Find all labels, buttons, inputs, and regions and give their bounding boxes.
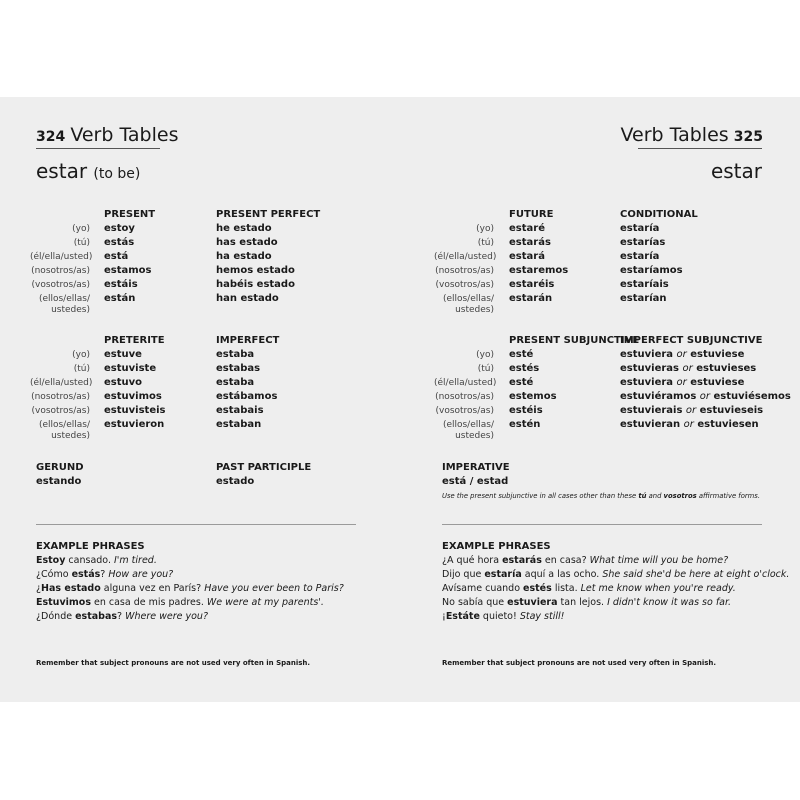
example-phrase	[442, 569, 789, 580]
col-header-present: PRESENT	[104, 209, 156, 220]
phrase-text: tan lejos.	[557, 597, 608, 608]
col-header-imperative: IMPERATIVE	[442, 462, 510, 473]
verb-form: estuvieras	[620, 363, 679, 374]
phrase-text: ¿Dónde	[36, 611, 76, 622]
phrase-text: aquí a las ocho.	[521, 569, 603, 580]
verb-form: estarías	[620, 237, 666, 248]
translation: She said she'd be here at eight o'clock.	[602, 569, 790, 580]
pronoun-label: (vosotros/as)	[435, 280, 494, 290]
right-page-title: Verb Tables	[620, 124, 729, 146]
left-verb-heading	[36, 159, 140, 183]
phrase-text: ¿Cómo	[36, 569, 72, 580]
pronoun-label: (ellos/ellas/ ustedes)	[442, 420, 494, 441]
translation: I didn't know it was so far.	[607, 597, 732, 608]
phrase-text: ?	[100, 569, 109, 580]
emphasis: tú	[638, 492, 647, 500]
verb-form: he estado	[216, 223, 272, 234]
pronoun-label: (tú)	[477, 238, 494, 248]
verb-form: estuve	[104, 349, 142, 360]
verb-form: están	[104, 293, 136, 304]
note-text: and	[646, 492, 664, 500]
translation: What time will you be home?	[589, 555, 729, 566]
pronoun-label: (yo)	[72, 224, 90, 234]
translation: I'm tired.	[113, 555, 157, 566]
highlighted-verb: estarás	[502, 555, 542, 566]
example-phrase	[36, 583, 344, 594]
phrase-text: Avísame cuando	[442, 583, 524, 594]
col-header-imperfect: IMPERFECT	[216, 335, 280, 346]
verb-form: estuviéramos	[620, 391, 697, 402]
verb-form: estamos	[104, 265, 152, 276]
pronoun-label: (vosotros/as)	[31, 406, 90, 416]
verb-form: estabais	[216, 405, 264, 416]
verb-form: has estado	[216, 237, 278, 248]
verb-form: estaréis	[509, 279, 555, 290]
verb-form: estaba	[216, 349, 255, 360]
highlighted-verb: estás	[71, 569, 101, 580]
pronoun-label: (yo)	[476, 350, 494, 360]
verb-form: estás	[104, 237, 135, 248]
pronoun-label: (ellos/ellas/ ustedes)	[442, 294, 494, 315]
verb-form-pair	[620, 349, 744, 360]
phrase-text: en casa?	[541, 555, 590, 566]
phrase-text: lista.	[551, 583, 581, 594]
col-header-gerund: GERUND	[36, 462, 84, 473]
verb-form: estaríais	[620, 279, 669, 290]
left-page-number: 324	[36, 129, 66, 145]
verb-form: habéis estado	[216, 279, 295, 290]
highlighted-verb: Estuvimos	[36, 597, 91, 608]
note-text: Use the present subjunctive in all cases other than these	[442, 492, 639, 500]
col-header-past-participle: PAST PARTICIPLE	[216, 462, 312, 473]
translation: Stay still!	[519, 611, 565, 622]
phrase-text: ¿	[36, 583, 42, 594]
right-example-title: EXAMPLE PHRASES	[442, 541, 551, 552]
pronoun-label: (nosotros/as)	[31, 392, 90, 402]
verb-form: estuviese	[690, 377, 745, 388]
pronoun-label: (yo)	[476, 224, 494, 234]
verb-form: estuviese	[690, 349, 745, 360]
verb-form: está	[104, 251, 129, 262]
highlighted-verb: Has estado	[41, 583, 101, 594]
or-word: or	[699, 391, 711, 402]
verb-form: estaría	[620, 223, 660, 234]
left-footer-note: Remember that subject pronouns are not used very often in Spanish.	[36, 659, 311, 667]
or-word: or	[683, 419, 694, 430]
gerund-form: estando	[36, 476, 82, 487]
translation: We were at my parents'.	[206, 597, 324, 608]
verb-form: estaremos	[509, 265, 569, 276]
left-verb: estar	[36, 159, 88, 183]
verb-form: estarían	[620, 293, 667, 304]
right-footer-note: Remember that subject pronouns are not used very often in Spanish.	[442, 659, 717, 667]
col-header-imperfect-subjunctive: IMPERFECT SUBJUNCTIVE	[620, 335, 763, 346]
left-example-title: EXAMPLE PHRASES	[36, 541, 145, 552]
verb-form: estoy	[104, 223, 135, 234]
phrase-text: ¡	[442, 611, 446, 622]
col-header-preterite: PRETERITE	[104, 335, 165, 346]
verb-form: estuviste	[104, 363, 157, 374]
left-section-divider	[36, 524, 356, 525]
left-header-rule	[36, 148, 160, 149]
right-verb: estar	[710, 159, 762, 183]
verb-form: estéis	[509, 405, 543, 416]
col-header-present-subjunctive: PRESENT SUBJUNCTIVE	[509, 335, 640, 346]
verb-form: estuvierais	[620, 405, 683, 416]
verb-form: estará	[509, 251, 545, 262]
translation: How are you?	[108, 569, 174, 580]
right-page-number: 325	[733, 129, 763, 145]
highlighted-verb: Estoy	[36, 555, 66, 566]
verb-form: estuvieran	[620, 419, 681, 430]
or-word: or	[682, 363, 693, 374]
highlighted-verb: Estáte	[445, 611, 480, 622]
imperative-form: está / estad	[442, 476, 509, 487]
pronoun-label: (nosotros/as)	[435, 392, 494, 402]
verb-form: han estado	[216, 293, 279, 304]
example-phrase	[442, 611, 564, 622]
highlighted-verb: estés	[523, 583, 552, 594]
verb-form: estáis	[104, 279, 138, 290]
pronoun-label: (nosotros/as)	[435, 266, 494, 276]
pronoun-label: (tú)	[477, 364, 494, 374]
phrase-text: cansado.	[65, 555, 114, 566]
pronoun-label: (nosotros/as)	[31, 266, 90, 276]
verb-form-pair	[620, 419, 759, 430]
example-phrase	[36, 611, 208, 622]
right-header-rule	[638, 148, 762, 149]
verb-form: estábamos	[216, 391, 278, 402]
left-verb-gloss: (to be)	[93, 166, 141, 182]
left-page-title: Verb Tables	[70, 124, 179, 146]
pronoun-label: (él/ella/usted)	[30, 378, 93, 388]
verb-form: estuvisteis	[104, 405, 166, 416]
verb-form: estaba	[216, 377, 255, 388]
verb-form: estarás	[509, 237, 551, 248]
verb-form: esté	[509, 349, 534, 360]
verb-form: estemos	[509, 391, 557, 402]
translation: Where were you?	[125, 611, 208, 622]
verb-form-pair	[620, 391, 791, 402]
emphasis: vosotros	[663, 492, 697, 500]
pronoun-label: (tú)	[73, 238, 90, 248]
example-phrase	[36, 569, 173, 580]
verb-form: estuviesen	[697, 419, 759, 430]
verb-form-pair	[620, 405, 763, 416]
or-word: or	[676, 349, 687, 360]
verb-form: estuviésemos	[713, 391, 791, 402]
left-page-header	[36, 124, 178, 146]
col-header-future: FUTURE	[509, 209, 554, 220]
phrase-text: Dijo que	[442, 569, 485, 580]
note-text: affirmative forms.	[696, 492, 760, 500]
verb-form: hemos estado	[216, 265, 295, 276]
right-page-header	[621, 124, 763, 146]
verb-form: estuvieron	[104, 419, 165, 430]
translation: Have you ever been to Paris?	[204, 583, 344, 594]
verb-form: estuvimos	[104, 391, 162, 402]
col-header-conditional: CONDITIONAL	[620, 209, 698, 220]
phrase-text: alguna vez en París?	[100, 583, 205, 594]
pronoun-label: (él/ella/usted)	[434, 378, 497, 388]
pronoun-label: (vosotros/as)	[31, 280, 90, 290]
phrase-text: No sabía que	[442, 597, 508, 608]
phrase-text: quieto!	[479, 611, 520, 622]
phrase-text: ¿A qué hora	[442, 555, 503, 566]
verb-form: estuviera	[620, 377, 674, 388]
verb-form: estaría	[620, 251, 660, 262]
right-section-divider	[442, 524, 762, 525]
example-phrase	[36, 597, 324, 608]
verb-form: estén	[509, 419, 541, 430]
example-phrase	[442, 597, 731, 608]
verb-form-pair	[620, 377, 744, 388]
verb-form: estuvieseis	[699, 405, 764, 416]
highlighted-verb: estaría	[484, 569, 522, 580]
pronoun-label: (vosotros/as)	[435, 406, 494, 416]
verb-form: estaré	[509, 223, 545, 234]
or-word: or	[685, 405, 697, 416]
past-participle-form: estado	[216, 476, 255, 487]
phrase-text: en casa de mis padres.	[90, 597, 207, 608]
col-header-present-perfect: PRESENT PERFECT	[216, 209, 321, 220]
highlighted-verb: estuviera	[507, 597, 558, 608]
pronoun-label: (él/ella/usted)	[434, 252, 497, 262]
translation: Let me know when you're ready.	[580, 583, 736, 594]
pronoun-label: (tú)	[73, 364, 90, 374]
verb-form: estuvieses	[696, 363, 757, 374]
verb-form: estabas	[216, 363, 261, 374]
example-phrase	[442, 555, 728, 566]
pronoun-label: (ellos/ellas/ ustedes)	[38, 420, 90, 441]
verb-form: estés	[509, 363, 540, 374]
verb-form: estuvo	[104, 377, 143, 388]
imperative-note	[442, 492, 760, 500]
pronoun-label: (él/ella/usted)	[30, 252, 93, 262]
example-phrase	[442, 583, 736, 594]
verb-form: ha estado	[216, 251, 272, 262]
verb-form-pair	[620, 363, 756, 374]
pronoun-label: (yo)	[72, 350, 90, 360]
highlighted-verb: estabas	[75, 611, 118, 622]
example-phrase	[36, 555, 157, 566]
verb-form: esté	[509, 377, 534, 388]
verb-form: estuviera	[620, 349, 674, 360]
or-word: or	[676, 377, 687, 388]
verb-form: estaban	[216, 419, 262, 430]
pronoun-label: (ellos/ellas/ ustedes)	[38, 294, 90, 315]
verb-form: estarán	[509, 293, 553, 304]
phrase-text: ?	[117, 611, 126, 622]
verb-form: estaríamos	[620, 265, 683, 276]
